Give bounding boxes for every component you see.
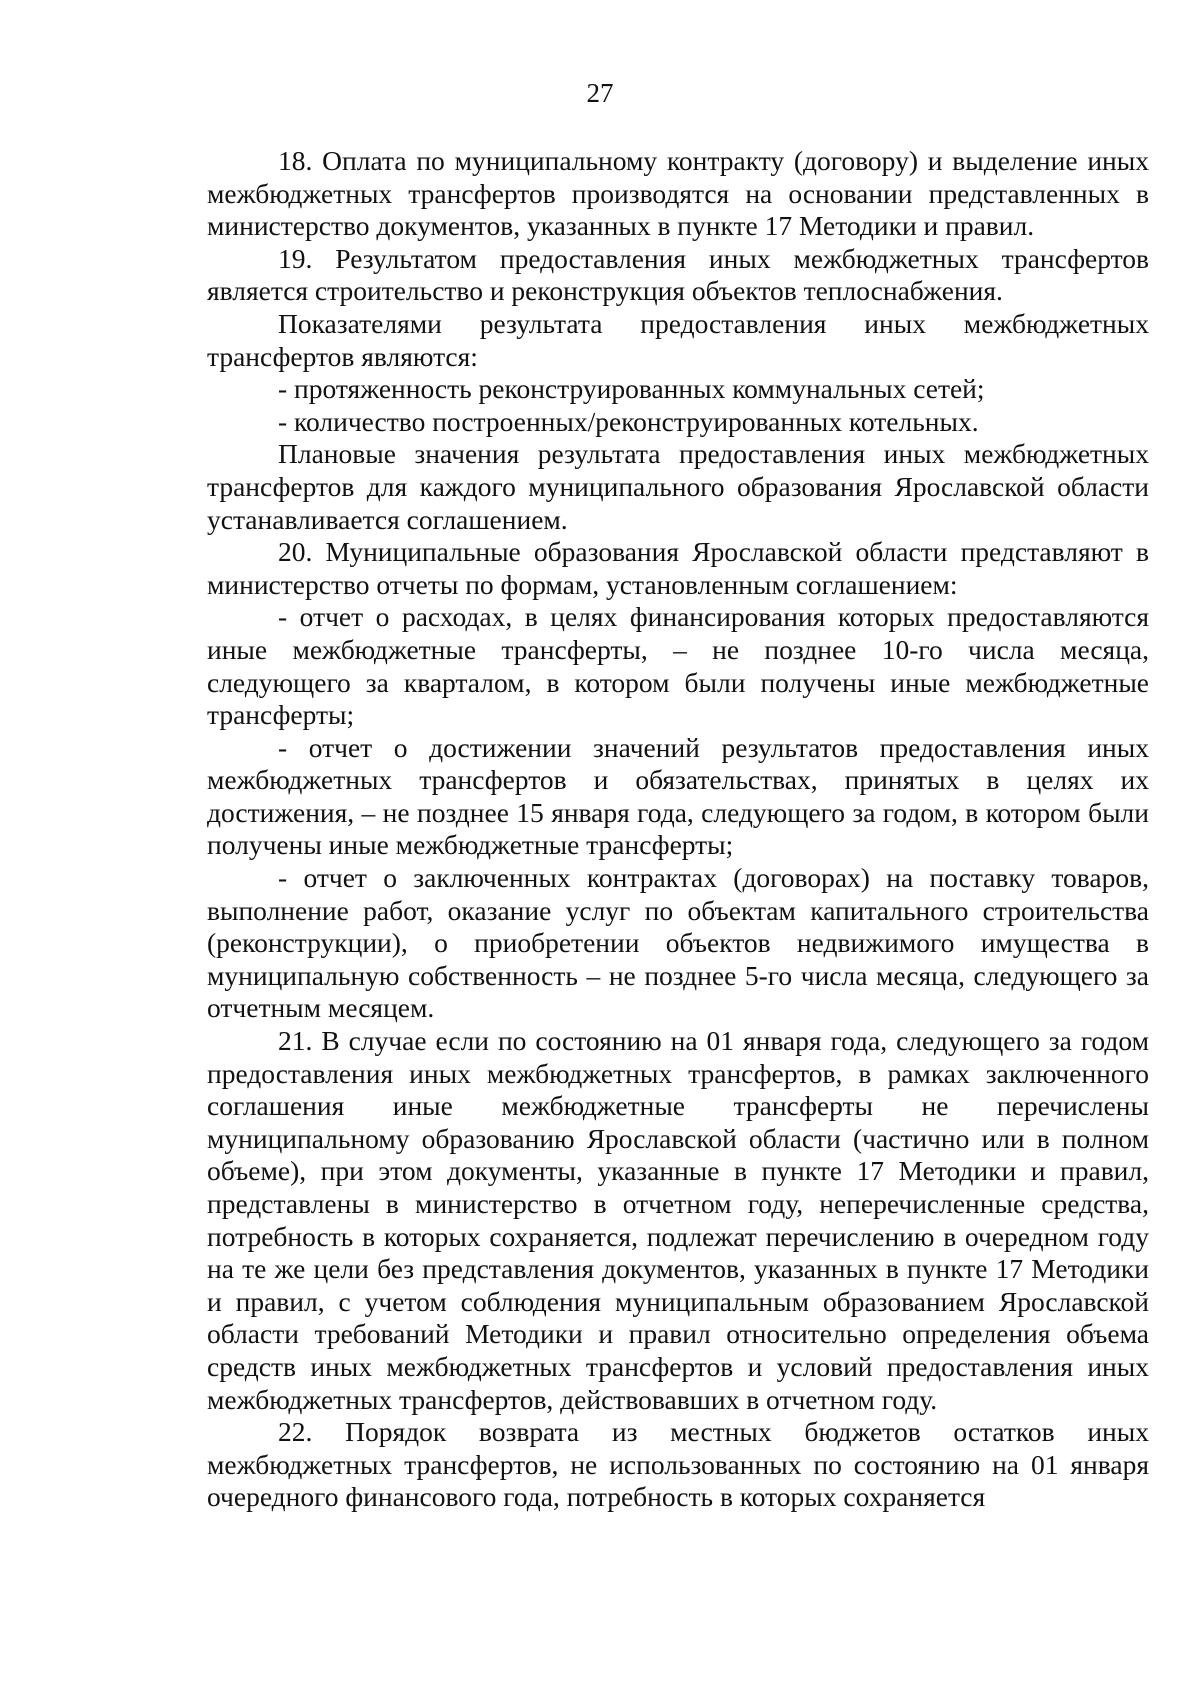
list-item-networks: - протяженность реконструированных коммунальных сетей;	[278, 373, 985, 405]
list-item-contracts-report: - отчет о заключенных контрактах (договорах) на поставку товаров, выполнение работ, оказание услуг по объектам капитального строительства (реконструкции), о приобретении объектов недвижимого имущества в муниципальную собственность – не позднее 5-го числа месяца, следующего за отчетным месяцем.	[207, 862, 1149, 1024]
page-number: 27	[586, 78, 614, 108]
paragraph-18: 18. Оплата по муниципальному контракту (договору) и выделение иных межбюджетных трансфертов производятся на основании представленных в министерство документов, указанных в пункте 17 Методики и правил.	[207, 145, 1149, 242]
paragraph-indicators: Показателями результата предоставления иных межбюджетных трансфертов являются:	[207, 307, 1149, 372]
list-item-results-report: - отчет о достижении значений результатов предоставления иных межбюджетных трансфертов и обязательствах, принятых в целях их достижения, – не позднее 15 января года, следующего за годом, в котором были получены иные межбюджетные трансферты;	[207, 731, 1149, 861]
paragraph-20: 20. Муниципальные образования Ярославской области представляют в министерство отчеты по формам, установленным соглашением:	[207, 536, 1149, 600]
paragraph-21: 21. В случае если по состоянию на 01 января года, следующего за годом предоставления иных межбюджетных трансфертов, в рамках заключенного соглашения иные межбюджетные трансферты не перечислены муниципальному образованию Ярославской области (частично или в полном объеме), при этом документы, указанные в пункте 17 Методики и правил, представлены в министерство в отчетном году, неперечисленные средства, потребность в которых сохраняется, подлежат перечислению в очередном году на те же цели без представления документов, указанных в пункте 17 Методики и правил, с учетом соблюдения муниципальным образованием Ярославской области требований Методики и правил относительно определения объема средств иных межбюджетных трансфертов и условий предоставления иных межбюджетных трансфертов, действовавших в отчетном году.	[207, 1025, 1149, 1415]
paragraph-planned-values: Плановые значения результата предоставления иных межбюджетных трансфертов для каждого муниципального образования Ярославской области устанавливается соглашением.	[207, 438, 1149, 535]
document-body	[207, 145, 1149, 1514]
paragraph-19: 19. Результатом предоставления иных межбюджетных трансфертов является строительство и реконструкция объектов теплоснабжения.	[207, 242, 1149, 307]
list-item-expense-report: - отчет о расходах, в целях финансирования которых предоставляются иные межбюджетные трансферты, – не позднее 10-го числа месяца, следующего за кварталом, в котором были получены иные межбюджетные трансферты;	[207, 601, 1149, 731]
paragraph-22: 22. Порядок возврата из местных бюджетов остатков иных межбюджетных трансфертов, не использованных по состоянию на 01 января очередного финансового года, потребность в которых сохраняется	[207, 1416, 1149, 1513]
list-item-boilers: - количество построенных/реконструированных котельных.	[278, 405, 979, 437]
